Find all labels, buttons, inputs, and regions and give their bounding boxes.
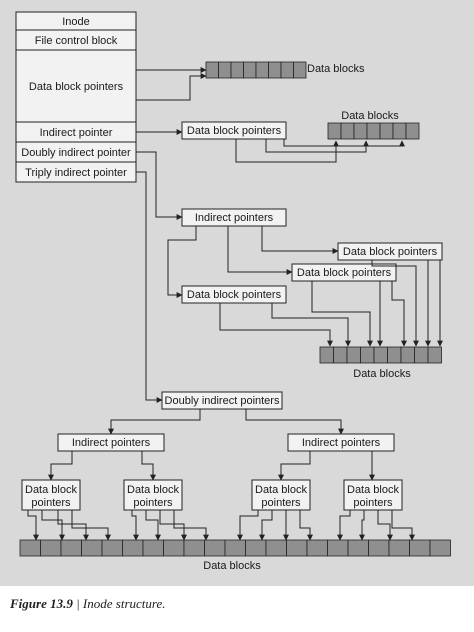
inode-file-control-block: File control block (34, 35, 118, 47)
data-block (82, 540, 103, 556)
data-block (246, 540, 267, 556)
data-block (294, 62, 307, 78)
triple-dbp-4-line2: pointers (353, 497, 393, 509)
data-block (348, 540, 369, 556)
data-block (219, 62, 232, 78)
data-block (205, 540, 226, 556)
data-block (369, 540, 390, 556)
data-block (389, 540, 410, 556)
double-ip-label: Indirect pointers (194, 212, 274, 224)
data-block (225, 540, 246, 556)
data-block (328, 540, 349, 556)
data-block (123, 540, 144, 556)
triple-dip-label: Doubly indirect pointers (164, 395, 280, 407)
data-block (406, 123, 419, 139)
triple-ip-label-left: Indirect pointers (71, 437, 151, 449)
data-block (307, 540, 328, 556)
inode-triply-indirect-pointer: Triply indirect pointer (25, 167, 127, 179)
double-blocks-strip (320, 347, 442, 363)
double-data-blocks-label: Data blocks (353, 368, 411, 380)
single-blocks-strip (328, 123, 419, 139)
triple-dbp-4-line1: Data block (347, 484, 399, 496)
data-block (102, 540, 123, 556)
direct-blocks-strip (206, 62, 306, 78)
data-block (347, 347, 361, 363)
data-block (341, 123, 354, 139)
figure-number: Figure 13.9 (10, 596, 73, 611)
inode-data-block-pointers: Data block pointers (28, 81, 124, 93)
data-block (415, 347, 429, 363)
inode-doubly-indirect-pointer: Doubly indirect pointer (21, 147, 131, 159)
data-block (206, 62, 219, 78)
data-block (61, 540, 82, 556)
data-block (266, 540, 287, 556)
triple-dbp-3-line1: Data block (255, 484, 307, 496)
data-block (428, 347, 442, 363)
data-block (367, 123, 380, 139)
data-block (354, 123, 367, 139)
data-block (388, 347, 402, 363)
data-block (143, 540, 164, 556)
inode-indirect-pointer: Indirect pointer (39, 127, 113, 139)
double-dbp-label-b: Data block pointers (296, 267, 392, 279)
single-data-blocks-label: Data blocks (341, 110, 399, 122)
triple-data-blocks-label: Data blocks (203, 560, 261, 572)
data-block (401, 347, 415, 363)
triple-dbp-3-line2: pointers (261, 497, 301, 509)
triple-dbp-2-line1: Data block (127, 484, 179, 496)
data-block (269, 62, 282, 78)
triple-dbp-1-line2: pointers (31, 497, 71, 509)
single-dbp-label: Data block pointers (186, 125, 282, 137)
data-block (287, 540, 308, 556)
data-block (334, 347, 348, 363)
double-dbp-label-c: Data block pointers (186, 289, 282, 301)
data-block (184, 540, 205, 556)
data-block (361, 347, 375, 363)
data-block (430, 540, 451, 556)
caption-separator: | (72, 596, 83, 611)
data-block (374, 347, 388, 363)
inode-title: Inode (62, 16, 90, 28)
data-block (41, 540, 62, 556)
triple-dbp-2-line2: pointers (133, 497, 173, 509)
double-dbp-label-a: Data block pointers (342, 246, 438, 258)
data-block (244, 62, 257, 78)
data-block (328, 123, 341, 139)
data-block (281, 62, 294, 78)
data-block (320, 347, 334, 363)
data-block (256, 62, 269, 78)
data-block (410, 540, 431, 556)
figure-caption (10, 596, 165, 612)
data-block (231, 62, 244, 78)
data-block (380, 123, 393, 139)
triple-dbp-1-line1: Data block (25, 484, 77, 496)
direct-data-blocks-label: Data blocks (307, 63, 365, 75)
caption-text: Inode structure. (82, 596, 166, 611)
triple-blocks-strip (20, 540, 451, 556)
data-block (393, 123, 406, 139)
inode-table (16, 12, 136, 182)
data-block (20, 540, 41, 556)
data-block (164, 540, 185, 556)
triple-ip-label-right: Indirect pointers (301, 437, 381, 449)
